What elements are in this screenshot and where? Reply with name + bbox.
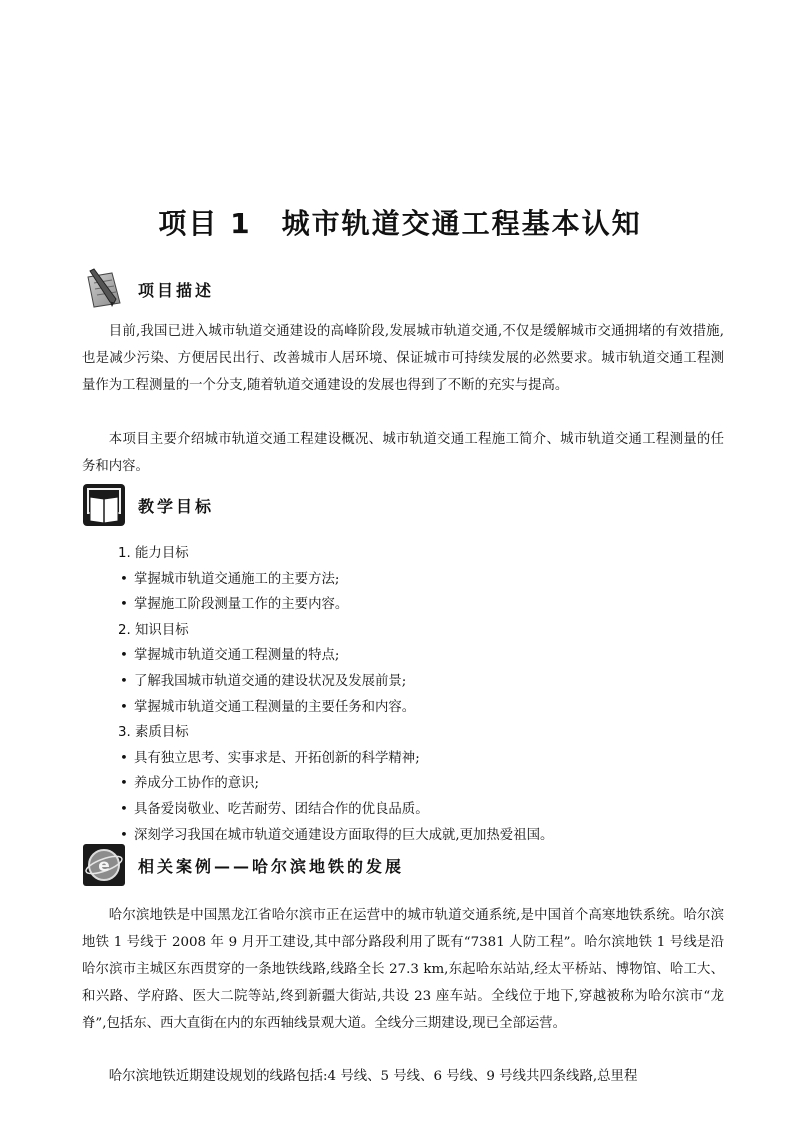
description-paragraph-2: 本项目主要介绍城市轨道交通工程建设概况、城市轨道交通工程施工简介、城市轨道交通工程测量的任务和内容。	[82, 432, 724, 474]
section-header-goals	[82, 482, 214, 528]
open-book-icon	[82, 483, 126, 527]
section-header-case	[82, 842, 404, 888]
chapter-title: 项目 1 城市轨道交通工程基本认知	[158, 207, 642, 240]
list-item: • 掌握城市轨道交通工程测量的主要任务和内容。	[118, 695, 728, 721]
globe-e-icon	[82, 843, 126, 887]
list-item: • 掌握城市轨道交通工程测量的特点;	[118, 643, 728, 669]
goal-heading-knowledge: 2. 知识目标	[118, 622, 189, 638]
goal-heading-quality: 3. 素质目标	[118, 725, 189, 741]
list-item: • 具有独立思考、实事求是、开拓创新的科学精神;	[118, 746, 728, 772]
list-item: • 具备爱岗敬业、吃苦耐劳、团结合作的优良品质。	[118, 797, 728, 823]
list-item: • 掌握施工阶段测量工作的主要内容。	[118, 592, 728, 618]
section-header-description	[82, 266, 214, 312]
case-paragraph-2: 哈尔滨地铁近期建设规划的线路包括:4 号线、5 号线、6 号线、9 号线共四条线路,总里程	[108, 1069, 638, 1084]
list-item: • 掌握城市轨道交通施工的主要方法;	[118, 567, 728, 593]
list-item: • 了解我国城市轨道交通的建设状况及发展前景;	[118, 669, 728, 695]
teaching-goals-list	[118, 541, 728, 848]
svg-text:e: e	[98, 856, 110, 876]
section-label-description: 项目描述	[138, 280, 215, 300]
section-label-case: 相关案例——哈尔滨地铁的发展	[138, 856, 405, 876]
list-item: • 养成分工协作的意识;	[118, 771, 728, 797]
description-paragraph-1: 目前,我国已进入城市轨道交通建设的高峰阶段,发展城市轨道交通,不仅是缓解城市交通拥堵的有效措施,也是减少污染、方便居民出行、改善城市人居环境、保证城市可持续发展的必然要求。城市轨道交通工程测量作为工程测量的一个分支,随着轨道交通建设的发展也得到了不断的充实与提高。	[82, 324, 724, 393]
goal-heading-ability: 1. 能力目标	[118, 546, 189, 561]
case-paragraph-1: 哈尔滨地铁是中国黑龙江省哈尔滨市正在运营中的城市轨道交通系统,是中国首个高寒地铁系统。哈尔滨地铁 1 号线于 2008 年 9 月开工建设,其中部分路段利用了既有“7381 人防工程”。哈尔滨地铁 1 号线是沿哈尔滨市主城区东西贯穿的一条地铁线路,线路全长 27.3 km,东起哈东站站,经太平桥站、博物馆、哈工大、和兴路、学府路、医大二院等站,终到新疆大街站,共设 23 座车站。全线位于地下,穿越被称为哈尔滨市“龙脊”,包括东、西大直街在内的东西轴线景观大道。全线分三期建设,现已全部运营。	[82, 908, 724, 1031]
section-label-goals: 教学目标	[138, 496, 215, 516]
pencil-notepad-icon	[82, 267, 126, 311]
list-item: • 深刻学习我国在城市轨道交通建设方面取得的巨大成就,更加热爱祖国。	[118, 823, 728, 849]
